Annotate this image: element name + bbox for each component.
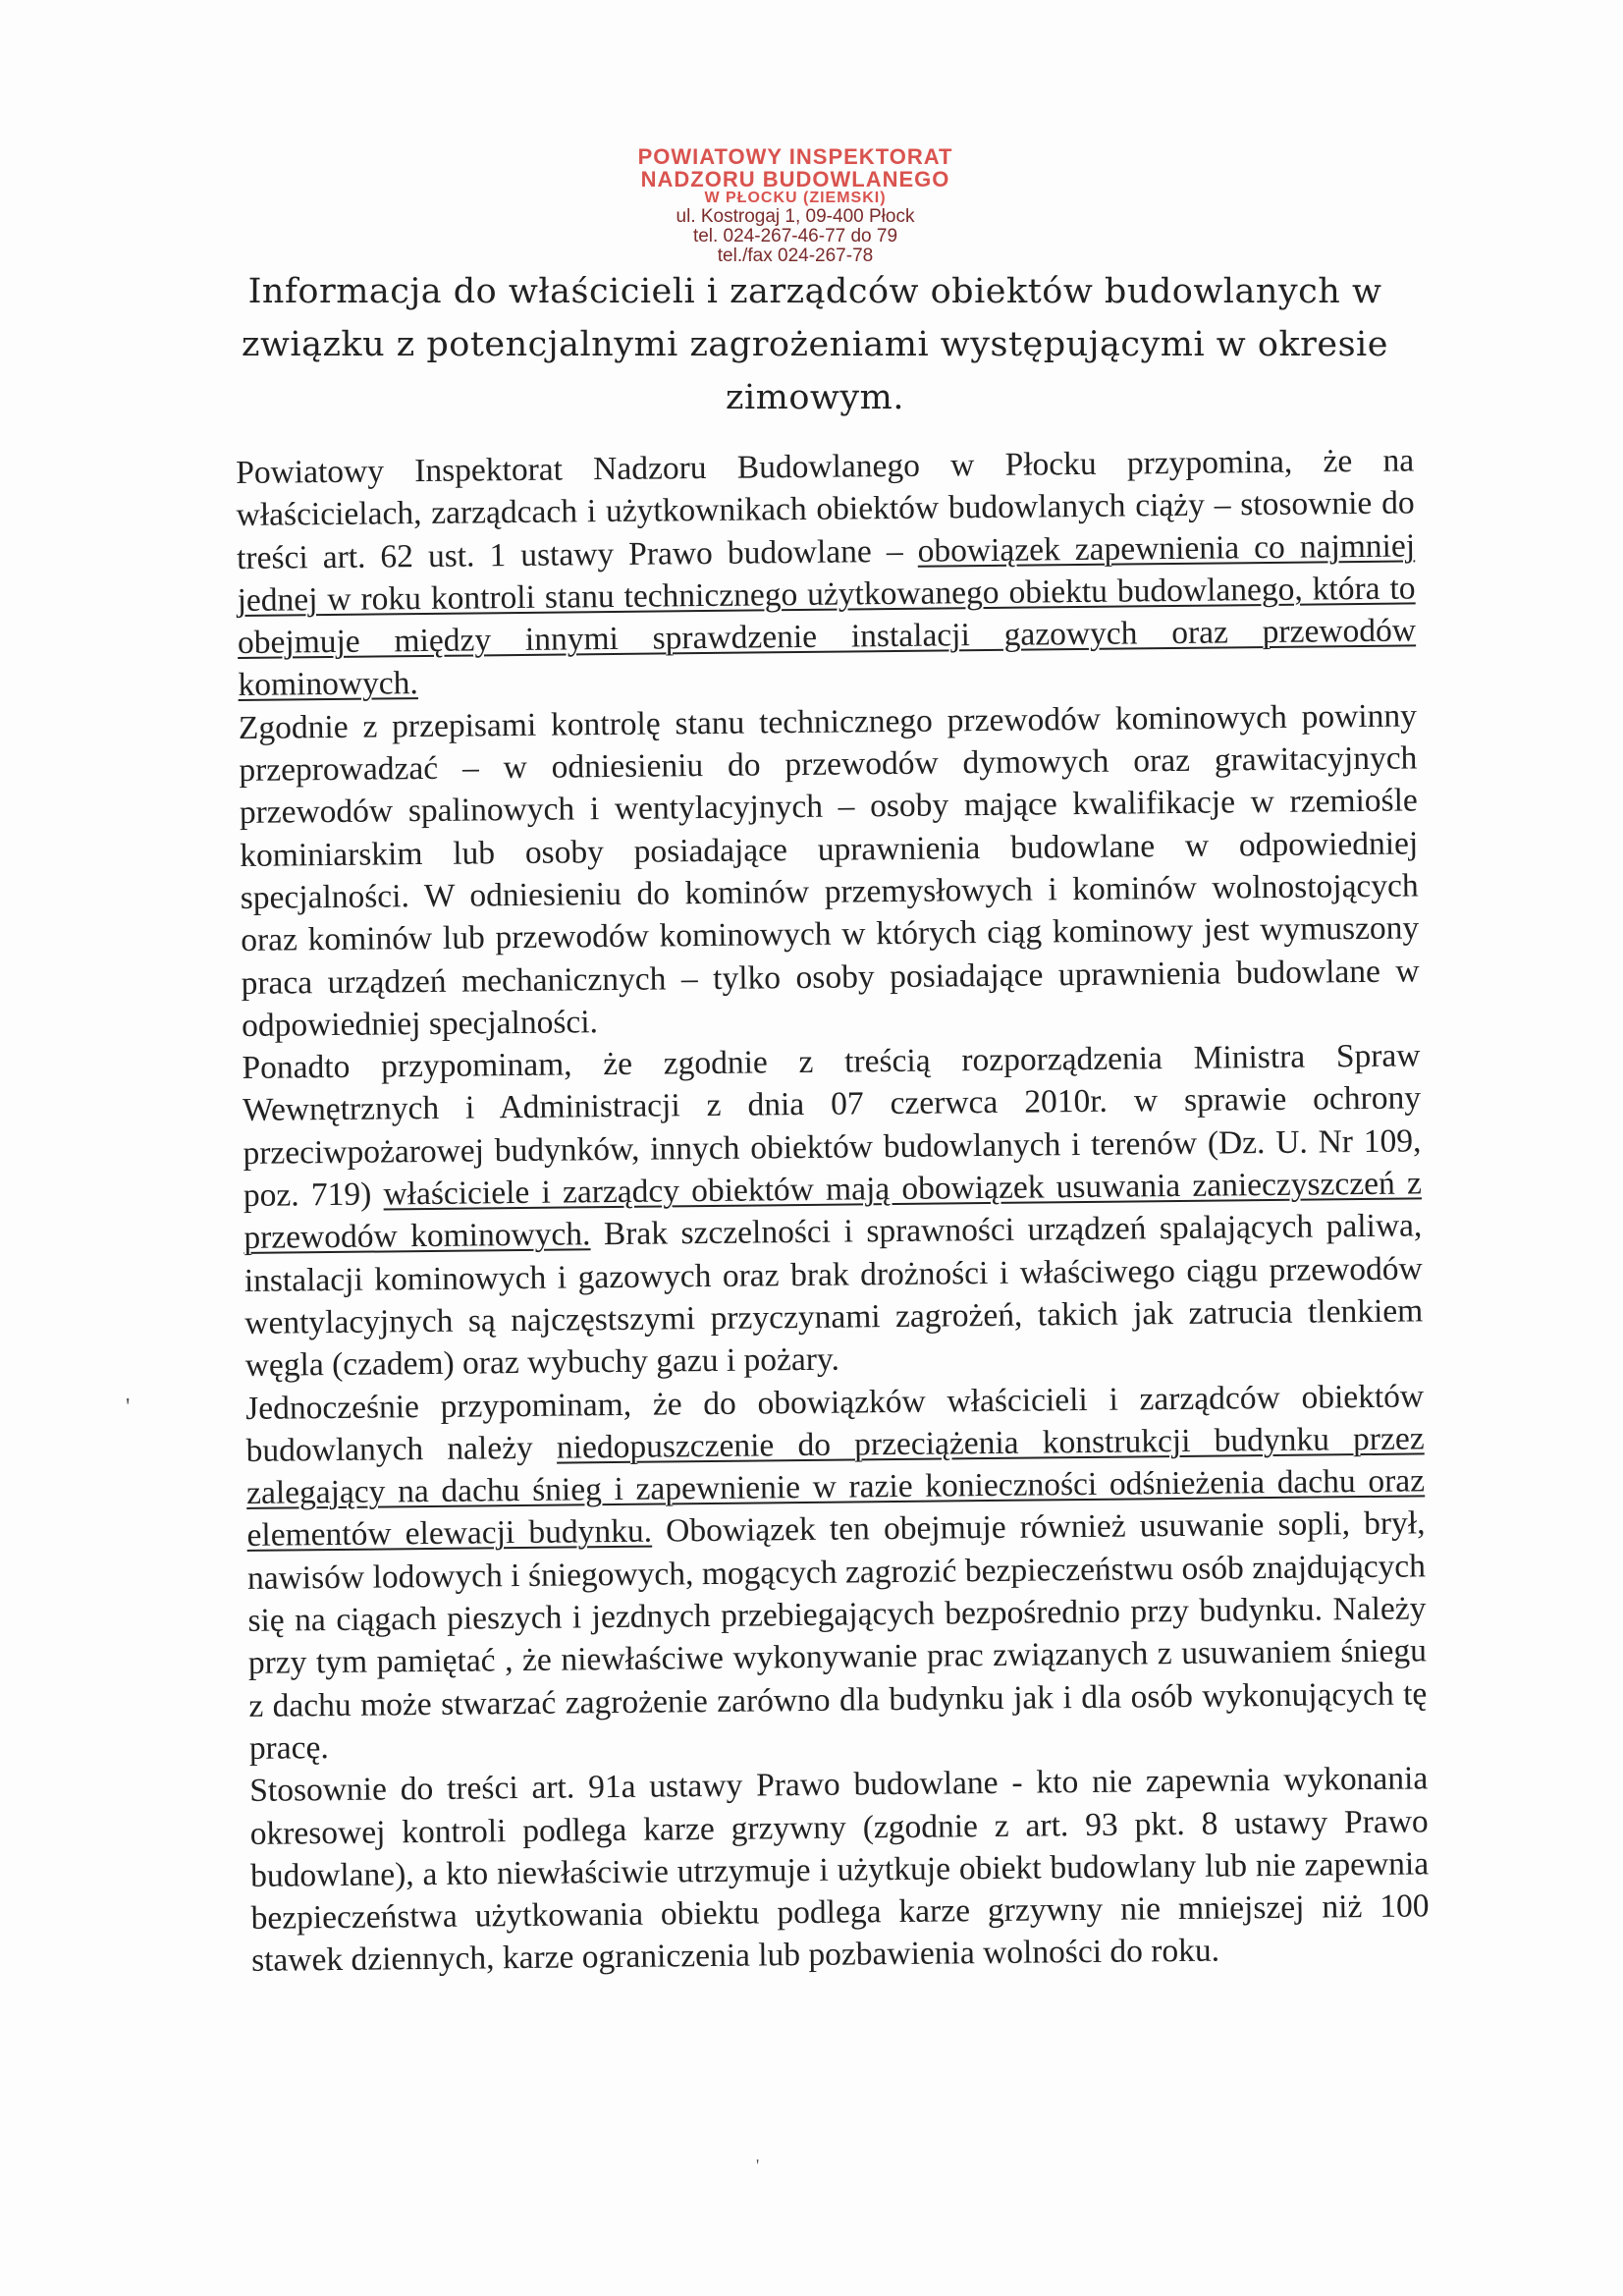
scan-speck: ' (126, 1394, 131, 1420)
paragraph-4-text-a: Jednocześnie przypominam, że do obowiązków właścicieli i zarządców obiektów budowlanych należy (245, 1377, 1425, 1469)
stamp-line-5: tel. 024-267-46-77 do 79 (692, 225, 898, 246)
paragraph-2: Zgodnie z przepisami kontrolę stanu technicznego przewodów kominowych powinny przeprowadzać – w odniesieniu do przewodów dymowych oraz grawitacyjnych przewodów spalinowych i wentylacyjnych – osoby mające kwalifikacje w rzemiośle kominiarskim lub osoby posiadające uprawnienia budowlane w odpowiedniej specjalności. W odniesieniu do kominów przemysłowych i kominów wolnostojących oraz kominów lub przewodów kominowych w których ciąg kominowy jest wymuszony praca urządzeń mechanicznych – tylko osoby posiadające uprawnienia budowlane w odpowiedniej specjalności. (238, 697, 1420, 1044)
paragraph-3-text-b: Brak szczelności i sprawności urządzeń spalających paliwa, instalacji kominowych i gazowych oraz brak drożności i właściwego ciągu przewodów wentylacyjnych są najczęstszymi przyczynami zagrożeń, takich jak zatrucia tlenkiem węgla (czadem) oraz wybuchy gazu i pożary. (243, 1207, 1424, 1385)
document-body (236, 439, 1430, 1982)
scan-speck: ' (756, 2156, 760, 2175)
paragraph-1-text: Powiatowy Inspektorat Nadzoru Budowlanego w Płocku przypomina, że na właścicielach, zarządcach i użytkownikach obiektów budowlanych ciąży – stosownie do treści art. 62 ust. 1 ustawy Prawo budowlane – (236, 442, 1415, 576)
paragraph-5: Stosownie do treści art. 91a ustawy Prawo budowlane - kto nie zapewnia wykonania okresowej kontroli podlega karze grzywny (zgodnie z art. 93 pkt. 8 ustawy Prawo budowlane), a kto niewłaściwie utrzymuje i użytkuje obiekt budowlany lub nie zapewnia bezpieczeństwa użytkowania obiektu podlega karze grzywny nie mniejszej niż 100 stawek dziennych, karze ograniczenia lub pozbawienia wolności do roku. (249, 1760, 1430, 1980)
document-title: Informacja do właścicieli i zarządców obiektów budowlanych w związku z potencjalnymi zagrożeniami występującymi w okresie zimowym. (242, 272, 1388, 417)
paragraph-1 (236, 439, 1417, 706)
paragraph-4-underlined: niedopuszczenie do przeciążenia konstrukcji budynku przez zalegający na dachu śnieg i zapewnienie w razie konieczności odśnieżenia dachu oraz elementów elewacji budynku. (245, 1420, 1426, 1555)
stamp-line-1: POWIATOWY INSPEKTORAT (637, 144, 953, 169)
office-stamp (589, 145, 1001, 266)
paragraph-3-underlined: właściciele i zarządcy obiektów mają obowiązek usuwania zanieczyszczeń z przewodów kominowych. (243, 1165, 1423, 1257)
paragraph-4 (245, 1375, 1428, 1770)
stamp-line-6: tel./fax 024-267-78 (717, 245, 874, 266)
paragraph-3-text-a: Ponadto przypominam, że zgodnie z treścią rozporządzenia Ministra Spraw Wewnętrznych i Administracji z dnia 07 czerwca 2010r. w sprawie ochrony przeciwpożarowej budynków, innych obiektów budowlanych i terenów (Dz. U. Nr 109, poz. 719) (242, 1037, 1422, 1215)
stamp-line-3: W PŁOCKU (ZIEMSKI) (704, 190, 887, 207)
stamp-line-4: ul. Kostrogaj 1, 09-400 Płock (676, 205, 915, 227)
paragraph-4-text-b: Obowiązek ten obejmuje również usuwanie sopli, brył, nawisów lodowych i śniegowych, mogących zagrozić bezpieczeństwu osób znajdujących się na ciągach pieszych i jezdnych przebiegających bezpośrednio przy budynku. Należy przy tym pamiętać , że niewłaściwe wykonywanie prac związanych z usuwaniem śniegu z dachu może stwarzać zagrożenie zarówno dla budynku jak i dla osób wykonujących tę pracę. (246, 1504, 1428, 1767)
paragraph-1-underlined: obowiązek zapewnienia co najmniej jednej w roku kontroli stanu technicznego użytkowanego obiektu budowlanego, która to obejmuje między innymi sprawdzenie instalacji gazowych oraz przewodów kominowych. (237, 527, 1417, 704)
stamp-line-2: NADZORU BUDOWLANEGO (640, 167, 950, 192)
paragraph-3 (242, 1035, 1424, 1388)
